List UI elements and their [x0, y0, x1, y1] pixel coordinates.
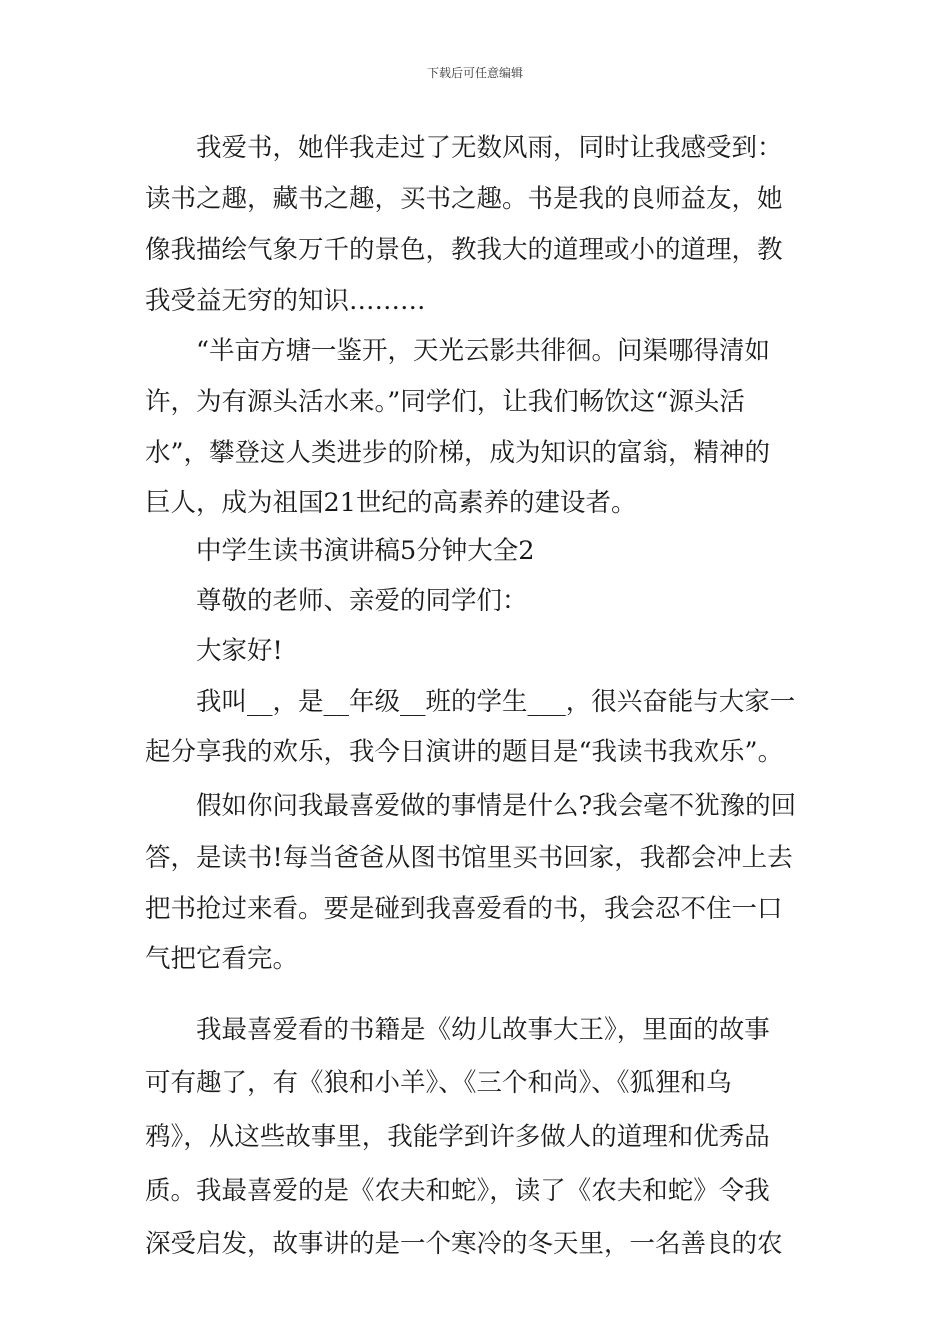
section-heading: 中学生读书演讲稿5分钟大全2 [145, 536, 535, 566]
text-line: 质。我最喜爱的是《农夫和蛇》，读了《农夫和蛇》令我 [145, 1176, 770, 1206]
text-line: 我叫__，是__年级__班的学生___，很兴奋能与大家一 [145, 687, 796, 717]
text-line: 像我描绘气象万千的景色，教我大的道理或小的道理，教 [145, 235, 783, 265]
text-line: 许，为有源头活水来。”同学们，让我们畅饮这“源头活 [145, 387, 745, 417]
text-line: 水”，攀登这人类进步的阶梯，成为知识的富翁，精神的 [145, 438, 771, 468]
text-line: 鸦》，从这些故事里，我能学到许多做人的道理和优秀品 [145, 1122, 770, 1152]
text-line: “半亩方塘一鉴开，天光云影共徘徊。问渠哪得清如 [145, 336, 771, 366]
text-line: 假如你问我最喜爱做的事情是什么?我会毫不犹豫的回 [145, 791, 797, 821]
text-line: 我爱书，她伴我走过了无数风雨，同时让我感受到： [145, 133, 783, 163]
page-header: 下载后可任意编辑 [426, 66, 523, 80]
salutation: 尊敬的老师、亲爱的同学们： [145, 586, 528, 616]
text-line: 我最喜爱看的书籍是《幼儿故事大王》，里面的故事 [145, 1015, 770, 1045]
text-line: 深受启发，故事讲的是一个寒冷的冬天里，一名善良的农 [145, 1229, 783, 1259]
text-line: 我受益无穷的知识……… [145, 286, 426, 316]
text-line: 气把它看完。 [145, 944, 299, 974]
text-line: 可有趣了，有《狼和小羊》、《三个和尚》、《狐狸和乌 [145, 1068, 732, 1098]
text-line: 答，是读书!每当爸爸从图书馆里买书回家，我都会冲上去 [145, 843, 793, 873]
text-line: 读书之趣，藏书之趣，买书之趣。书是我的良师益友，她 [145, 184, 783, 214]
greeting: 大家好! [145, 636, 283, 666]
text-line: 起分享我的欢乐，我今日演讲的题目是“我读书我欢乐”。 [145, 737, 784, 767]
text-line: 巨人，成为祖国21世纪的高素养的建设者。 [145, 488, 637, 518]
text-line: 把书抢过来看。要是碰到我喜爱看的书，我会忍不住一口 [145, 894, 783, 924]
